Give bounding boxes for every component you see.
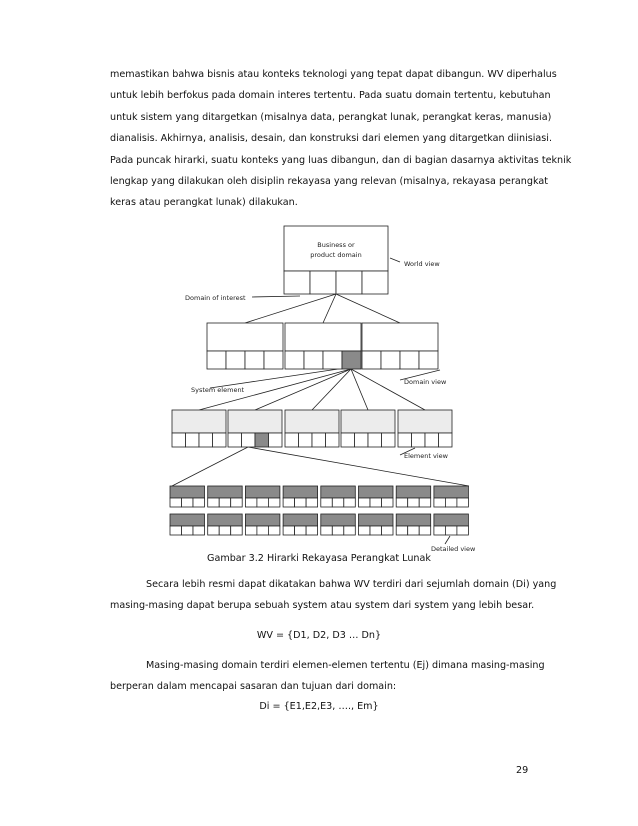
detail-box — [208, 514, 243, 526]
element-cell — [355, 433, 369, 447]
element-cell — [412, 433, 426, 447]
text-line: dianalisis. Akhirnya, analisis, desain, dan konstruksi dari elemen yang ditargetkan diinisiasi. — [110, 133, 553, 145]
detail-cell — [370, 498, 382, 507]
text-line: lengkap yang dilakukan oleh disiplin rekayasa yang relevan (misalnya, rekayasa perangkat — [110, 176, 548, 188]
detail-cell — [344, 498, 356, 507]
element-cell — [255, 433, 269, 447]
page-number: 29 — [516, 765, 529, 776]
domain-cell — [323, 351, 342, 369]
connector-line — [351, 369, 425, 410]
detail-cell — [193, 498, 205, 507]
world-view-cell — [284, 271, 310, 294]
world-view-cell — [336, 271, 362, 294]
detail-cell — [434, 498, 446, 507]
element-cell — [341, 433, 355, 447]
detail-cell — [370, 526, 382, 535]
domain-box — [285, 323, 361, 351]
domain-cell — [400, 351, 419, 369]
detail-cell — [382, 526, 394, 535]
domain-cell — [419, 351, 438, 369]
element-box — [172, 410, 226, 433]
text-line: berperan dalam mencapai sasaran dan tujuan dari domain: — [110, 681, 397, 693]
system-element-arrow — [210, 368, 345, 388]
world-view-cell — [362, 271, 388, 294]
detail-cell — [170, 526, 182, 535]
text-line: memastikan bahwa bisnis atau konteks teknologi yang tepat dapat dibangun. WV diperhalus — [110, 69, 557, 80]
element-cell — [172, 433, 186, 447]
connector-line — [336, 294, 400, 323]
domain-cell — [342, 351, 361, 369]
detail-cell — [268, 526, 280, 535]
detail-cell — [193, 526, 205, 535]
detail-cell — [332, 498, 344, 507]
detail-cell — [419, 498, 431, 507]
detail-box — [245, 486, 280, 498]
detail-box — [359, 486, 394, 498]
top-box-label-line1: Business or — [317, 241, 355, 249]
detail-cell — [295, 526, 307, 535]
element-box — [228, 410, 282, 433]
element-cell — [242, 433, 256, 447]
paragraph-2 — [110, 574, 557, 617]
element-cell — [398, 433, 412, 447]
detail-cell — [321, 526, 333, 535]
detail-cell — [457, 526, 469, 535]
connector-line — [351, 369, 368, 410]
detail-box — [359, 514, 394, 526]
detail-box — [396, 486, 431, 498]
element-view-label: Element view — [404, 452, 448, 460]
text-line: keras atau perangkat lunak) dilakukan. — [110, 197, 298, 209]
detail-cell — [219, 526, 231, 535]
domain-box — [362, 323, 438, 351]
domain-of-interest-label: Domain of interest — [185, 294, 246, 302]
detail-cell — [283, 498, 295, 507]
detail-box — [170, 514, 205, 526]
detail-box — [283, 514, 318, 526]
detail-cell — [257, 498, 269, 507]
detail-cell — [219, 498, 231, 507]
domain-view-label: Domain view — [404, 378, 447, 386]
detail-cell — [306, 498, 318, 507]
detail-cell — [359, 498, 371, 507]
detail-box — [321, 486, 356, 498]
world-view-cell — [310, 271, 336, 294]
detail-box — [245, 514, 280, 526]
detail-cell — [445, 498, 457, 507]
detail-box — [434, 486, 469, 498]
detail-cell — [408, 526, 420, 535]
connector-line — [255, 369, 351, 410]
detail-cell — [359, 526, 371, 535]
text-line: Pada puncak hirarki, suatu konteks yang luas dibangun, dan di bagian dasarnya aktivitas teknik — [110, 154, 572, 166]
detail-cell — [231, 526, 243, 535]
domain-cell — [381, 351, 400, 369]
system-element-label: System element — [191, 386, 245, 394]
connector-line — [312, 369, 351, 410]
detail-cell — [332, 526, 344, 535]
element-box — [285, 410, 339, 433]
text-line: untuk sistem yang ditargetkan (misalnya data, perangkat lunak, perangkat keras, manusia) — [110, 111, 552, 123]
detail-cell — [434, 526, 446, 535]
detail-box — [208, 486, 243, 498]
detail-cell — [457, 498, 469, 507]
detail-cell — [208, 526, 220, 535]
world-view-label: World view — [404, 260, 440, 268]
element-cell — [312, 433, 326, 447]
detail-box — [396, 514, 431, 526]
element-cell — [439, 433, 453, 447]
detail-cell — [245, 498, 257, 507]
detail-cell — [419, 526, 431, 535]
domain-cell — [304, 351, 323, 369]
element-box — [398, 410, 452, 433]
element-cell — [326, 433, 340, 447]
text-line: masing-masing dapat berupa sebuah system atau system dari system yang lebih besar. — [110, 600, 535, 612]
formula-di: Di = {E1,E2,E3, …., Em} — [259, 701, 379, 712]
detail-cell — [182, 498, 194, 507]
element-cell — [299, 433, 313, 447]
top-box-label-line2: product domain — [310, 251, 362, 259]
detail-cell — [268, 498, 280, 507]
detail-box — [283, 486, 318, 498]
detail-cell — [245, 526, 257, 535]
element-cell — [368, 433, 382, 447]
text-line: Masing-masing domain terdiri elemen-elemen tertentu (Ej) dimana masing-masing — [146, 660, 545, 671]
paragraph-3 — [110, 655, 545, 698]
detail-cell — [396, 526, 408, 535]
detailed-view-arrow — [445, 536, 450, 544]
figure-caption: Gambar 3.2 Hirarki Rekayasa Perangkat Lunak — [207, 553, 431, 564]
detail-cell — [306, 526, 318, 535]
text-line: Secara lebih resmi dapat dikatakan bahwa WV terdiri dari sejumlah domain (Di) yang — [146, 579, 557, 590]
domain-cell — [245, 351, 264, 369]
detail-cell — [382, 498, 394, 507]
element-cell — [285, 433, 299, 447]
element-cell — [228, 433, 242, 447]
domain-cell — [226, 351, 245, 369]
domain-box — [207, 323, 283, 351]
detail-box — [434, 514, 469, 526]
domain-cell — [207, 351, 226, 369]
detailed-view-label: Detailed view — [431, 545, 476, 553]
detail-cell — [408, 498, 420, 507]
detail-cell — [257, 526, 269, 535]
domain-cell — [285, 351, 304, 369]
element-cell — [425, 433, 439, 447]
connector-line — [172, 447, 248, 486]
detail-cell — [396, 498, 408, 507]
detail-cell — [170, 498, 182, 507]
detail-cell — [231, 498, 243, 507]
text-line: untuk lebih berfokus pada domain interes tertentu. Pada suatu domain tertentu, kebutuhan — [110, 90, 551, 102]
domain-cell — [362, 351, 381, 369]
detail-cell — [295, 498, 307, 507]
world-view-arrow — [390, 258, 400, 262]
element-cell — [186, 433, 200, 447]
element-cell — [382, 433, 396, 447]
detail-cell — [283, 526, 295, 535]
detail-box — [321, 514, 356, 526]
element-cell — [213, 433, 227, 447]
domain-cell — [264, 351, 283, 369]
element-box — [341, 410, 395, 433]
detail-cell — [321, 498, 333, 507]
element-cell — [199, 433, 213, 447]
detail-cell — [445, 526, 457, 535]
domain-of-interest-arrow — [252, 296, 300, 297]
detail-cell — [344, 526, 356, 535]
connector-line — [245, 294, 336, 323]
detail-box — [170, 486, 205, 498]
element-cell — [269, 433, 283, 447]
detail-cell — [208, 498, 220, 507]
formula-wv: WV = {D1, D2, D3 … Dn} — [256, 630, 382, 641]
connector-line — [323, 294, 336, 323]
detail-cell — [182, 526, 194, 535]
